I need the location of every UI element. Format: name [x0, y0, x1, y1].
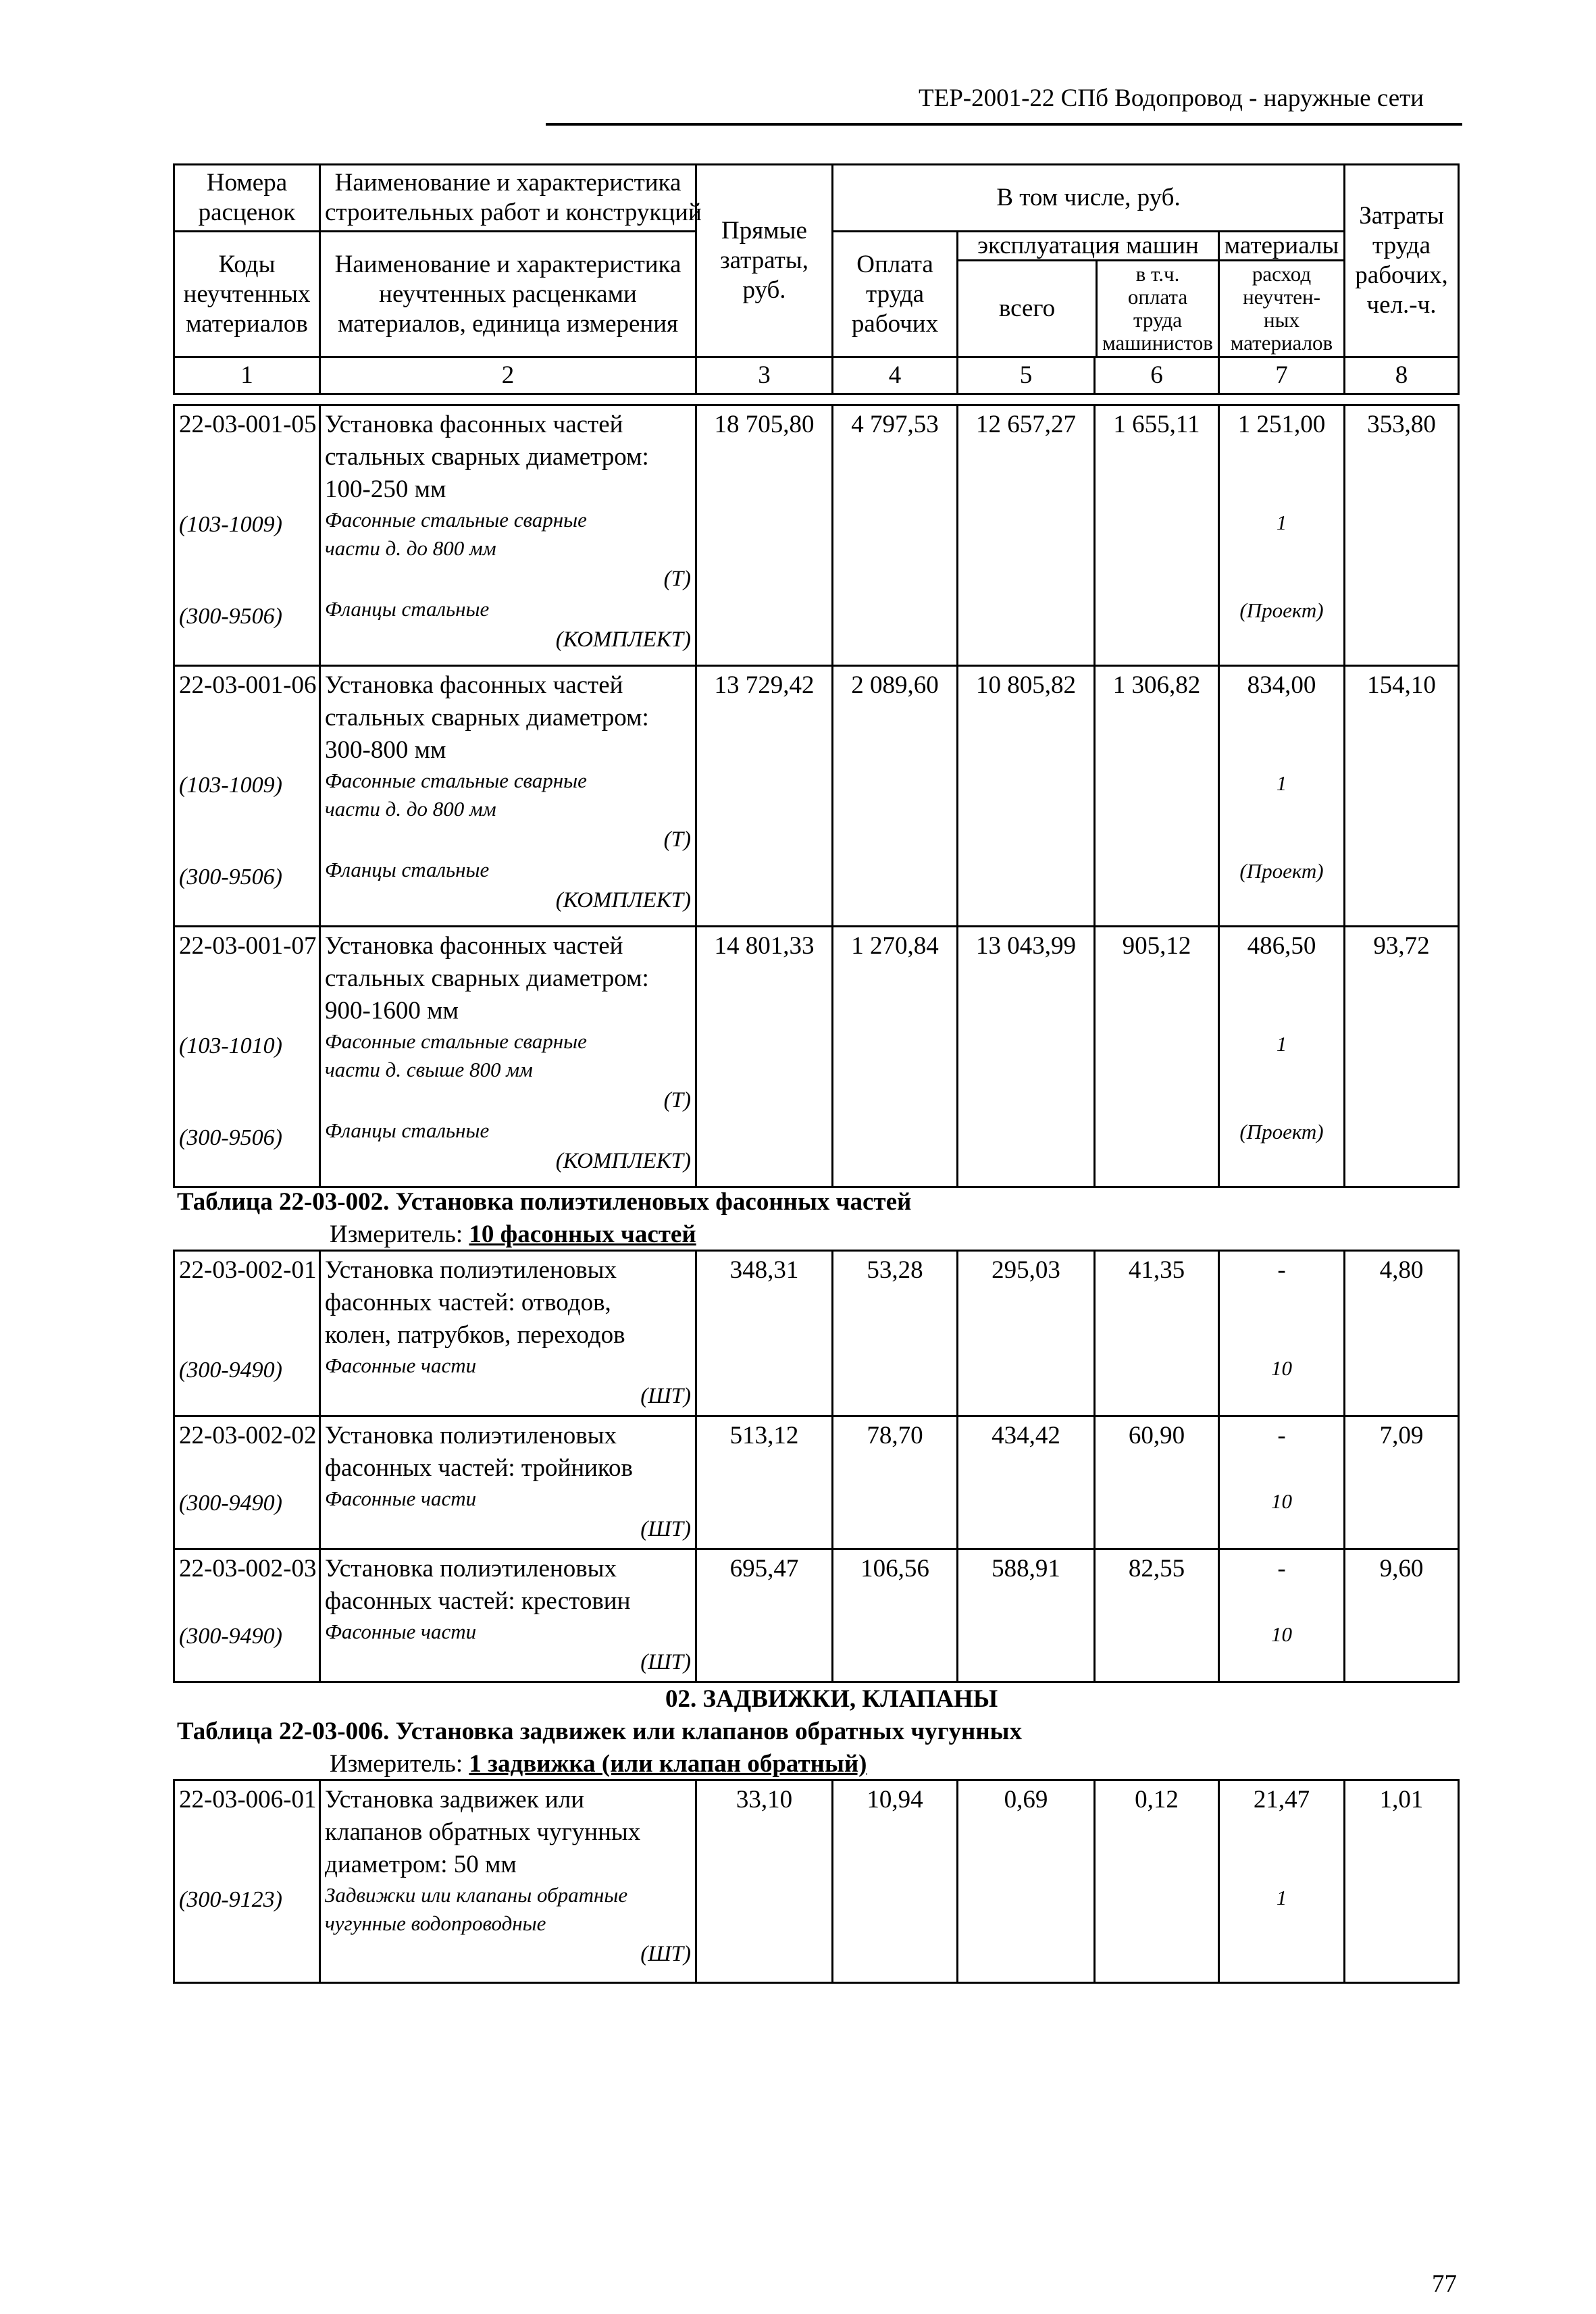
table-22-03-002-caption: Таблица 22-03-002. Установка полиэтиленовых фасонных частей: [177, 1188, 912, 1216]
page-header: ТЕР-2001-22 СПб Водопровод - наружные сети: [919, 84, 1424, 112]
material-unit: (ШТ): [640, 1942, 691, 1966]
value: 513,12: [729, 1422, 799, 1449]
value: 12 657,27: [976, 411, 1076, 438]
value: 4,80: [1379, 1256, 1424, 1284]
value: 33,10: [736, 1786, 793, 1814]
value-cell: [1095, 666, 1219, 927]
rate-code: 22-03-001-05: [179, 411, 317, 438]
rate-code-cell: [174, 1251, 320, 1416]
material-qty: 1: [1276, 511, 1287, 534]
material-qty: 10: [1271, 1356, 1292, 1380]
work-name-line: Установка фасонных частей: [325, 932, 623, 960]
value-cell: [1345, 1780, 1459, 1983]
value: 1,01: [1379, 1786, 1424, 1814]
value: 295,03: [992, 1256, 1060, 1284]
material-qty: 1: [1276, 771, 1287, 795]
rate-code: 22-03-002-01: [179, 1256, 317, 1284]
table-row: [174, 1251, 1459, 1416]
work-name-cell: [320, 1780, 696, 1983]
col-num-5: 5: [958, 357, 1095, 394]
value: 353,80: [1367, 411, 1436, 438]
material-unit: (Т): [663, 827, 691, 852]
value-cell: [696, 1549, 833, 1682]
material-name-line: Фасонные стальные сварные: [325, 508, 587, 532]
value: 60,90: [1128, 1422, 1185, 1449]
material-name-line: части д. свыше 800 мм: [325, 1058, 533, 1081]
material-name-line: Фланцы стальные: [325, 1119, 490, 1142]
section-title: 02. ЗАДВИЖКИ, КЛАПАНЫ: [665, 1685, 998, 1713]
value: 13 043,99: [976, 932, 1076, 960]
value: 1 655,11: [1113, 411, 1200, 438]
value-cell: [958, 927, 1095, 1187]
header-rate-number: Номера расценок: [174, 165, 320, 232]
table-row: [174, 927, 1459, 1187]
value-cell: [696, 405, 833, 666]
material-code: (103-1009): [179, 773, 282, 798]
value-cell: [1345, 1549, 1459, 1682]
rate-code: 22-03-001-06: [179, 671, 317, 699]
value-cell: [1345, 405, 1459, 666]
value: 434,42: [992, 1422, 1060, 1449]
value-cell: [696, 666, 833, 927]
value: 93,72: [1373, 932, 1430, 960]
col-num-1: 1: [174, 357, 320, 394]
col-num-2: 2: [320, 357, 696, 394]
material-code: (300-9123): [179, 1887, 282, 1912]
value-cell: [833, 927, 958, 1187]
rate-code-cell: [174, 666, 320, 927]
material-name-line: Фасонные стальные сварные: [325, 1029, 587, 1053]
col-num-6: 6: [1095, 357, 1219, 394]
value: 0,69: [1004, 1786, 1048, 1814]
value-cell: [696, 1780, 833, 1983]
work-name-line: стальных сварных диаметром:: [325, 965, 649, 992]
value: 695,47: [729, 1555, 799, 1583]
material-code: (300-9506): [179, 604, 282, 629]
value-cell: [958, 405, 1095, 666]
value-cell: [1345, 1416, 1459, 1549]
table-row: [174, 1549, 1459, 1682]
header-materials: материалы расход неучтен- ных материалов: [1219, 232, 1345, 357]
material-name-line: Задвижки или клапаны обратные: [325, 1883, 628, 1907]
work-name-line: Установка фасонных частей: [325, 671, 623, 699]
material-name-line: Фасонные части: [325, 1487, 477, 1510]
rates-table-22-03-002: [173, 1250, 1460, 1683]
value: 0,12: [1135, 1786, 1179, 1814]
work-name-line: стальных сварных диаметром:: [325, 704, 649, 731]
value: 21,47: [1253, 1786, 1310, 1814]
material-qty: (Проект): [1239, 859, 1324, 883]
value-cell: [1219, 1251, 1345, 1416]
table-row: [174, 1416, 1459, 1549]
value: 348,31: [729, 1256, 799, 1284]
value: 486,50: [1247, 932, 1316, 960]
material-code: (300-9506): [179, 865, 282, 890]
work-name-line: стальных сварных диаметром:: [325, 443, 649, 471]
value-cell: [833, 1549, 958, 1682]
table-22-03-002-meter: Измеритель: 10 фасонных частей: [330, 1220, 696, 1248]
value: 10 805,82: [976, 671, 1076, 699]
rates-table-22-03-001: [173, 404, 1460, 1188]
value-cell: [1095, 1780, 1219, 1983]
value-cell: [1095, 1549, 1219, 1682]
work-name-line: фасонных частей: тройников: [325, 1454, 633, 1482]
material-unit: (Т): [663, 567, 691, 591]
value-cell: [1219, 666, 1345, 927]
rate-code-cell: [174, 1780, 320, 1983]
work-name-line: фасонных частей: отводов,: [325, 1289, 611, 1316]
work-name-line: 900-1600 мм: [325, 997, 459, 1025]
table-row: [174, 405, 1459, 666]
value: 13 729,42: [714, 671, 815, 699]
value: 905,12: [1122, 932, 1191, 960]
header-material-codes: Коды неучтенных материалов: [174, 232, 320, 357]
header-work-name: Наименование и характеристика строительных работ и конструкций: [320, 165, 696, 232]
material-qty: 10: [1271, 1489, 1292, 1513]
value: 1 270,84: [851, 932, 939, 960]
header-labor-hours: Затраты труда рабочих, чел.-ч.: [1345, 165, 1459, 357]
value-cell: [958, 1416, 1095, 1549]
work-name-line: 300-800 мм: [325, 736, 446, 764]
work-name-line: 100-250 мм: [325, 475, 446, 503]
material-name-line: Фланцы стальные: [325, 597, 490, 621]
value-cell: [1345, 666, 1459, 927]
value-cell: [1345, 1251, 1459, 1416]
material-code: (300-9490): [179, 1624, 282, 1649]
material-code: (300-9506): [179, 1125, 282, 1150]
value: 2 089,60: [851, 671, 939, 699]
work-name-line: Установка задвижек или: [325, 1786, 585, 1814]
work-name-line: фасонных частей: крестовин: [325, 1587, 631, 1615]
work-name-line: колен, патрубков, переходов: [325, 1321, 625, 1349]
work-name-line: Установка полиэтиленовых: [325, 1256, 617, 1284]
rate-code-cell: [174, 1416, 320, 1549]
value-cell: [1219, 405, 1345, 666]
material-unit: (ШТ): [640, 1384, 691, 1408]
page-number: 77: [1432, 2270, 1457, 2298]
work-name-line: Установка фасонных частей: [325, 411, 623, 438]
value-cell: [833, 405, 958, 666]
column-header-table: [173, 163, 1460, 395]
value: 53,28: [867, 1256, 923, 1284]
material-qty: (Проект): [1239, 598, 1324, 622]
material-name-line: Фланцы стальные: [325, 858, 490, 881]
value-cell: [958, 1549, 1095, 1682]
value: 7,09: [1379, 1422, 1424, 1449]
value-cell: [833, 1251, 958, 1416]
material-qty: 10: [1271, 1622, 1292, 1646]
material-qty: 1: [1276, 1886, 1287, 1909]
material-code: (103-1010): [179, 1033, 282, 1058]
value: 1 251,00: [1237, 411, 1326, 438]
value: 78,70: [867, 1422, 923, 1449]
value: 14 801,33: [714, 932, 815, 960]
work-name-line: Установка полиэтиленовых: [325, 1422, 617, 1449]
header-including: В том числе, руб.: [833, 165, 1345, 232]
value-cell: [1219, 927, 1345, 1187]
value-cell: [1095, 1251, 1219, 1416]
header-worker-pay: Оплата труда рабочих: [833, 232, 958, 357]
value: 1 306,82: [1112, 671, 1201, 699]
header-machinist-pay: в т.ч. оплата труда машинистов: [1102, 262, 1213, 355]
value: 9,60: [1379, 1555, 1424, 1583]
value-cell: [1219, 1549, 1345, 1682]
material-unit: (КОМПЛЕКТ): [555, 1149, 691, 1173]
value: 834,00: [1247, 671, 1316, 699]
value: 154,10: [1367, 671, 1436, 699]
rates-table-22-03-006: [173, 1779, 1460, 1984]
material-unit: (Т): [663, 1088, 691, 1112]
rate-code-cell: [174, 1549, 320, 1682]
header-material-name: Наименование и характеристика неучтенных расценками материалов, единица измерения: [320, 232, 696, 357]
value-cell: [696, 927, 833, 1187]
table-22-03-006-meter: Измеритель: 1 задвижка (или клапан обратный): [330, 1750, 867, 1778]
value-cell: [1219, 1416, 1345, 1549]
value-cell: [833, 1780, 958, 1983]
value: 82,55: [1128, 1555, 1185, 1583]
material-unit: (ШТ): [640, 1517, 691, 1541]
value-cell: [696, 1251, 833, 1416]
work-name-cell: [320, 1416, 696, 1549]
rate-code: 22-03-002-03: [179, 1555, 317, 1583]
work-name-cell: [320, 405, 696, 666]
material-name-line: Фасонные части: [325, 1354, 477, 1377]
value-cell: [1095, 405, 1219, 666]
material-name-line: части д. до 800 мм: [325, 797, 496, 821]
value-cell: [1095, 927, 1219, 1187]
material-code: (300-9490): [179, 1491, 282, 1516]
material-unit: (ШТ): [640, 1650, 691, 1674]
material-qty: (Проект): [1239, 1120, 1324, 1143]
rate-code: 22-03-002-02: [179, 1422, 317, 1449]
col-num-3: 3: [696, 357, 833, 394]
value-cell: [833, 666, 958, 927]
rate-code: 22-03-001-07: [179, 932, 317, 960]
table-row: [174, 666, 1459, 927]
value-cell: [958, 1780, 1095, 1983]
material-code: (300-9490): [179, 1358, 282, 1383]
material-code: (103-1009): [179, 512, 282, 537]
value-cell: [958, 1251, 1095, 1416]
value-cell: [1219, 1780, 1345, 1983]
work-name-line: клапанов обратных чугунных: [325, 1818, 641, 1846]
value: 4 797,53: [851, 411, 939, 438]
value: -: [1277, 1555, 1286, 1583]
material-unit: (КОМПЛЕКТ): [555, 888, 691, 912]
rate-code-cell: [174, 927, 320, 1187]
value-cell: [1095, 1416, 1219, 1549]
material-name-line: части д. до 800 мм: [325, 536, 496, 560]
material-unit: (КОМПЛЕКТ): [555, 627, 691, 652]
value: 18 705,80: [714, 411, 815, 438]
header-machines-total: всего: [958, 261, 1098, 356]
material-qty: 1: [1276, 1032, 1287, 1056]
value-cell: [696, 1416, 833, 1549]
rate-code-cell: [174, 405, 320, 666]
material-name-line: чугунные водопроводные: [325, 1911, 546, 1935]
work-name-line: диаметром: 50 мм: [325, 1851, 517, 1878]
header-machines: эксплуатация машин всего в т.ч. оплата труда машинистов: [958, 232, 1219, 357]
value: 41,35: [1128, 1256, 1185, 1284]
value-cell: [1345, 927, 1459, 1187]
table-row: [174, 1780, 1459, 1983]
header-rule: [546, 123, 1462, 126]
col-num-8: 8: [1345, 357, 1459, 394]
work-name-line: Установка полиэтиленовых: [325, 1555, 617, 1583]
col-num-4: 4: [833, 357, 958, 394]
work-name-cell: [320, 666, 696, 927]
value: 588,91: [992, 1555, 1060, 1583]
material-name-line: Фасонные части: [325, 1620, 477, 1643]
table-22-03-006-caption: Таблица 22-03-006. Установка задвижек или клапанов обратных чугунных: [177, 1718, 1023, 1745]
rate-code: 22-03-006-01: [179, 1786, 317, 1814]
value-cell: [958, 666, 1095, 927]
value: 106,56: [860, 1555, 929, 1583]
header-direct-costs: Прямые затраты, руб.: [696, 165, 833, 357]
value-cell: [833, 1416, 958, 1549]
material-name-line: Фасонные стальные сварные: [325, 769, 587, 792]
col-num-7: 7: [1219, 357, 1345, 394]
value: 10,94: [867, 1786, 923, 1814]
work-name-cell: [320, 1549, 696, 1682]
work-name-cell: [320, 927, 696, 1187]
work-name-cell: [320, 1251, 696, 1416]
value: -: [1277, 1422, 1286, 1449]
value: -: [1277, 1256, 1286, 1284]
